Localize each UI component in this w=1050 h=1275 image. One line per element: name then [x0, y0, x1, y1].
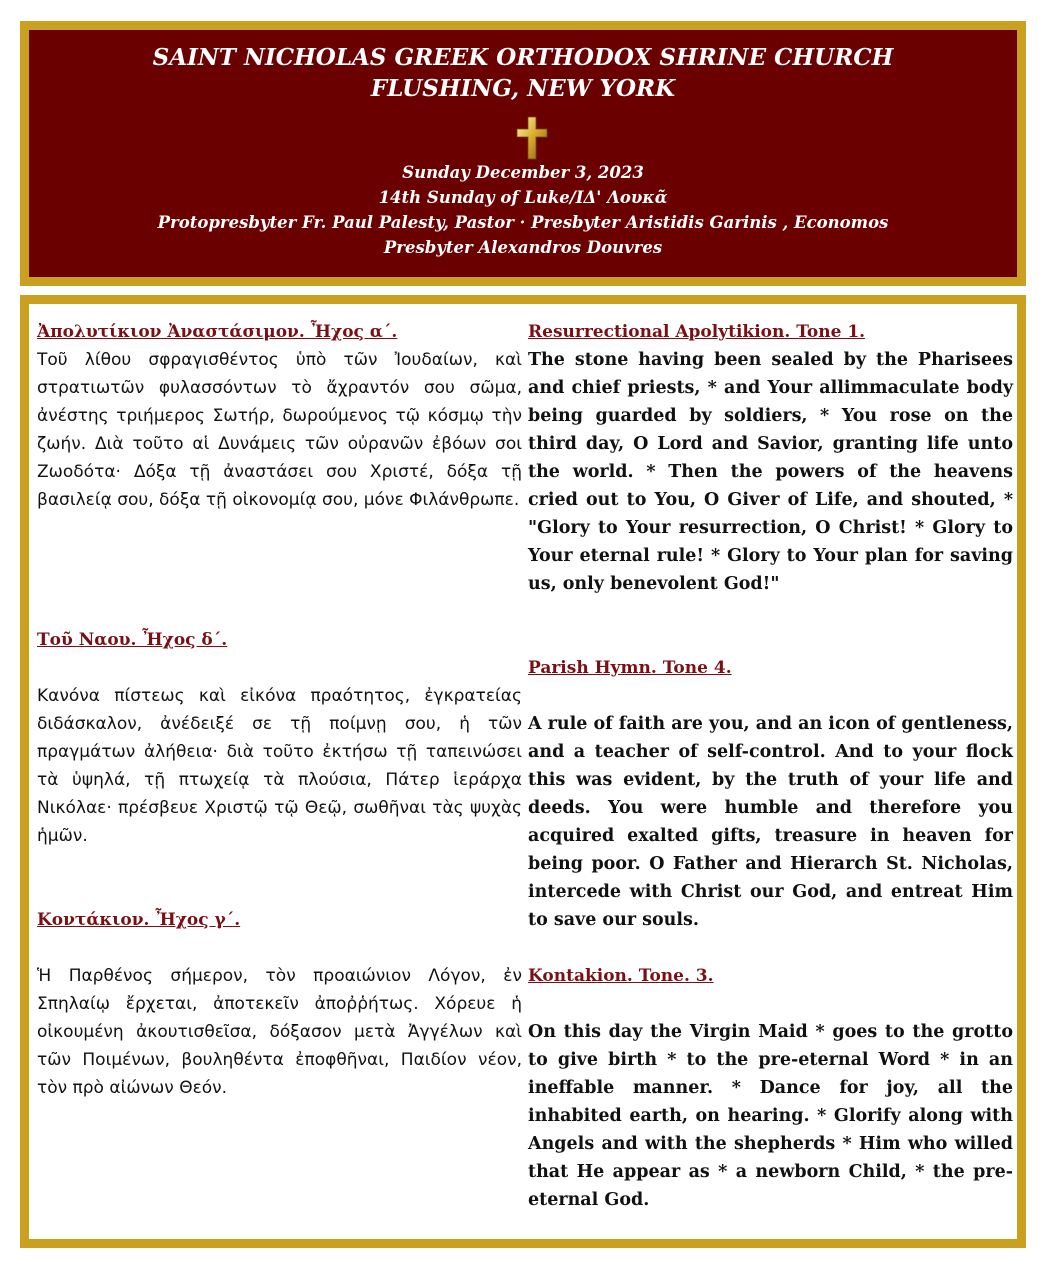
- clergy-line1: Protopresbyter Fr. Paul Palesty, Pastor · Presbyter Aristidis Garinis , Economos: [157, 213, 889, 232]
- church-name: [29, 42, 1017, 104]
- service-info: [29, 160, 1017, 260]
- hymns-panel: [29, 304, 1017, 1239]
- service-date: Sunday December 3, 2023: [402, 163, 644, 182]
- english-parish-heading: Parish Hymn. Tone 4.: [528, 658, 732, 678]
- english-apolytikion-heading: Resurrectional Apolytikion. Tone 1.: [528, 322, 866, 342]
- header-banner: [29, 30, 1017, 277]
- header-frame: [20, 21, 1026, 286]
- greek-column: [37, 318, 522, 1102]
- english-column: [528, 318, 1013, 1214]
- church-location: FLUSHING, NEW YORK: [370, 75, 676, 102]
- sunday-title: 14th Sunday of Luke/ΙΔ' Λουκᾶ: [378, 188, 668, 207]
- greek-kontakion-text: Ἡ Παρθένος σήμερον, τὸν προαιώνιον Λόγον, ἐν Σπηλαίῳ ἔρχεται, ἀποτεκεῖν ἀποῤῥήτως. Χόρευε ἡ οἰκουμένη ἀκουτισθεῖσα, δόξασον μετὰ Ἀγγέλων καὶ τῶν Ποιμένων, βουληθέντα ἐποφθῆναι, Παιδίον νέον, τὸν πρὸ αἰώνων Θεόν.: [37, 966, 522, 1098]
- greek-naou-text: Κανόνα πίστεως καὶ εἰκόνα πραότητος, ἐγκρατείας διδάσκαλον, ἀνέδειξέ σε τῇ ποίμνῃ σου, ἡ τῶν πραγμάτων ἀλήθεια· διὰ τοῦτο ἐκτήσω τῇ ταπεινώσει τὰ ὑψηλά, τῇ πτωχείᾳ τὰ πλούσια, Πάτερ ἱεράρχα Νικόλαε· πρέσβευε Χριστῷ τῷ Θεῷ, σωθῆναι τὰς ψυχὰς ἡμῶν.: [37, 686, 522, 846]
- english-parish-text: A rule of faith are you, and an icon of gentleness, and a teacher of self-control. And to your flock this was evident, by the truth of your life and deeds. You were humble and therefore you acquired exalted gifts, treasure in heaven for being poor. O Father and Hierarch St. Nicholas, intercede with Christ our God, and entreat Him to save our souls.: [528, 714, 1013, 930]
- greek-apolytikion-text: Τοῦ λίθου σφραγισθέντος ὑπὸ τῶν Ἰουδαίων, καὶ στρατιωτῶν φυλασσόντων τὸ ἄχραντόν σου σῶμα, ἀνέστης τριήμερος Σωτήρ, δωρούμενος τῷ κόσμῳ τὴν ζωήν. Διὰ τοῦτο αἱ Δυνάμεις τῶν οὐρανῶν ἐβόων σοι Ζωοδότα· Δόξα τῇ ἀναστάσει σου Χριστέ, δόξα τῇ βασιλείᾳ σου, δόξα τῇ οἰκονομίᾳ σου, μόνε Φιλάνθρωπε.: [37, 350, 522, 510]
- english-apolytikion-text: The stone having been sealed by the Pharisees and chief priests, * and Your allimmaculate body being guarded by soldiers, * You rose on the third day, O Lord and Savior, granting life unto the world. * Then the powers of the heavens cried out to You, O Giver of Life, and shouted, * "Glory to Your resurrection, O Christ! * Glory to Your eternal rule! * Glory to Your plan for saving us, only benevolent God!": [528, 350, 1013, 594]
- english-kontakion-heading: Kontakion. Tone. 3.: [528, 966, 714, 986]
- greek-naou-heading: Τοῦ Ναου. Ἦχος δ΄.: [37, 630, 228, 650]
- gold-cross-icon: [515, 115, 549, 161]
- hymns-frame: [20, 295, 1026, 1248]
- clergy-line2: Presbyter Alexandros Douvres: [383, 238, 663, 257]
- church-name-line1: SAINT NICHOLAS GREEK ORTHODOX SHRINE CHURCH: [152, 44, 894, 71]
- greek-apolytikion-heading: Ἀπολυτίκιον Ἀναστάσιμον. Ἦχος α΄.: [37, 322, 398, 342]
- english-kontakion-text: On this day the Virgin Maid * goes to the grotto to give birth * to the pre-eternal Word * in an ineffable manner. * Dance for joy, all the inhabited earth, on hearing. * Glorify along with Angels and with the shepherds * Him who willed that He appear as * a newborn Child, * the pre-eternal God.: [528, 1022, 1013, 1210]
- greek-kontakion-heading: Κοντάκιον. Ἦχος γ΄.: [37, 910, 241, 930]
